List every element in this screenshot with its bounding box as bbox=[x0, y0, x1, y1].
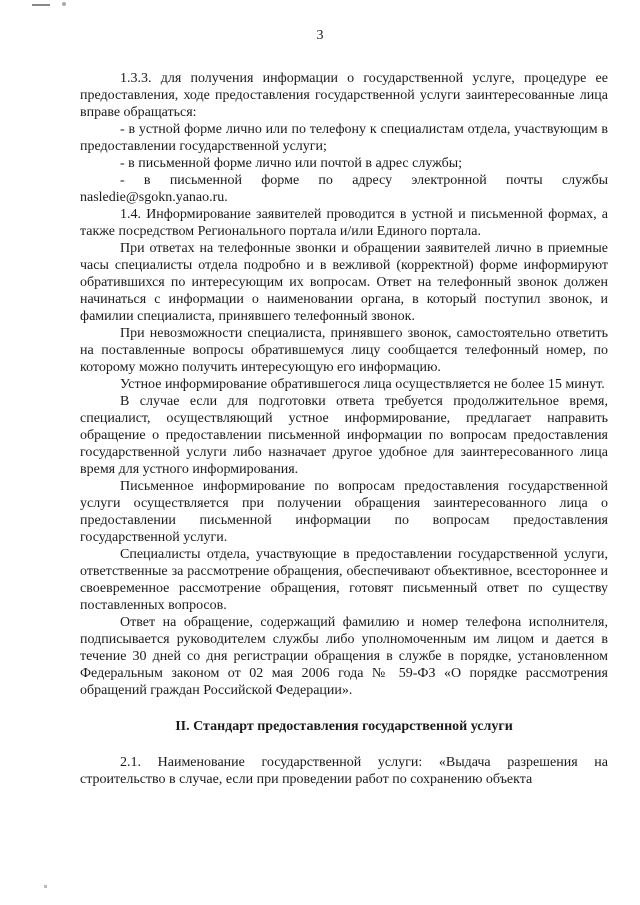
paragraph-response: Ответ на обращение, содержащий фамилию и номер телефона исполнителя, подписывается руководителем службы либо уполномоченным им лицом и дается в течение 30 дней со дня регистрации обращения в службе в порядке, установленном Федеральным законом от 02 мая 2006 года № 59-ФЗ «О порядке рассмотрения обращений граждан Российской Федерации». bbox=[80, 615, 608, 698]
scan-dot bbox=[62, 2, 66, 6]
list-item-oral: - в устной форме лично или по телефону к специалистам отдела, участвующим в предоставлении государственной услуги; bbox=[80, 122, 608, 154]
paragraph-2-1: 2.1. Наименование государственной услуги: «Выдача разрешения на строительство в случае, если при проведении работ по сохранению объекта bbox=[80, 755, 608, 787]
page-number: 3 bbox=[316, 28, 324, 43]
paragraph-impossibility: При невозможности специалиста, принявшего звонок, самостоятельно ответить на поставленные вопросы обратившемуся лицу сообщается телефонный номер, по которому можно получить интересующую его информацию. bbox=[80, 326, 608, 375]
paragraph-phone-answers: При ответах на телефонные звонки и обращении заявителей лично в приемные часы специалисты отдела подробно и в вежливой (корректной) форме информируют обратившихся по интересующим их вопросам. Ответ на телефонный звонок должен начинаться с информации о наименовании органа, в который поступил звонок, и фамилии специалиста, принявшего телефонный звонок. bbox=[80, 241, 608, 324]
paragraph-1-3-3: 1.3.3. для получения информации о государственной услуге, процедуре ее предоставления, ходе предоставления государственной услуги заинтересованные лица вправе обращаться: bbox=[80, 71, 608, 120]
scan-mark bbox=[32, 4, 50, 6]
paragraph-specialists: Специалисты отдела, участвующие в предоставлении государственной услуги, ответственные за рассмотрение обращения, обеспечивают объективное, всестороннее и своевременное рассмотрение обращения, готовят письменный ответ по существу поставленных вопросов. bbox=[80, 547, 608, 613]
paragraph-1-4: 1.4. Информирование заявителей проводится в устной и письменной формах, а также посредством Регионального портала и/или Единого портала. bbox=[80, 207, 608, 239]
section-heading: II. Стандарт предоставления государственной услуги bbox=[175, 719, 513, 734]
scan-dot bbox=[44, 885, 47, 888]
list-item-email: - в письменной форме по адресу электронной почты службы nasledie@sgokn.yanao.ru. bbox=[80, 173, 608, 205]
document-body bbox=[80, 70, 608, 788]
paragraph-written-info: Письменное информирование по вопросам предоставления государственной услуги осуществляется при получении обращения заинтересованного лица о предоставлении письменной информации по вопросам предоставления государственной услуги. bbox=[80, 479, 608, 545]
paragraph-oral-duration: Устное информирование обратившегося лица осуществляется не более 15 минут. bbox=[120, 377, 605, 392]
list-item-written: - в письменной форме лично или почтой в адрес службы; bbox=[120, 156, 463, 171]
paragraph-long-answer: В случае если для подготовки ответа требуется продолжительное время, специалист, осуществляющий устное информирование, предлагает направить обращение о предоставлении письменной информации по вопросам предоставления государственной услуги либо назначает другое удобное для заинтересованного лица время для устного информирования. bbox=[80, 394, 608, 477]
